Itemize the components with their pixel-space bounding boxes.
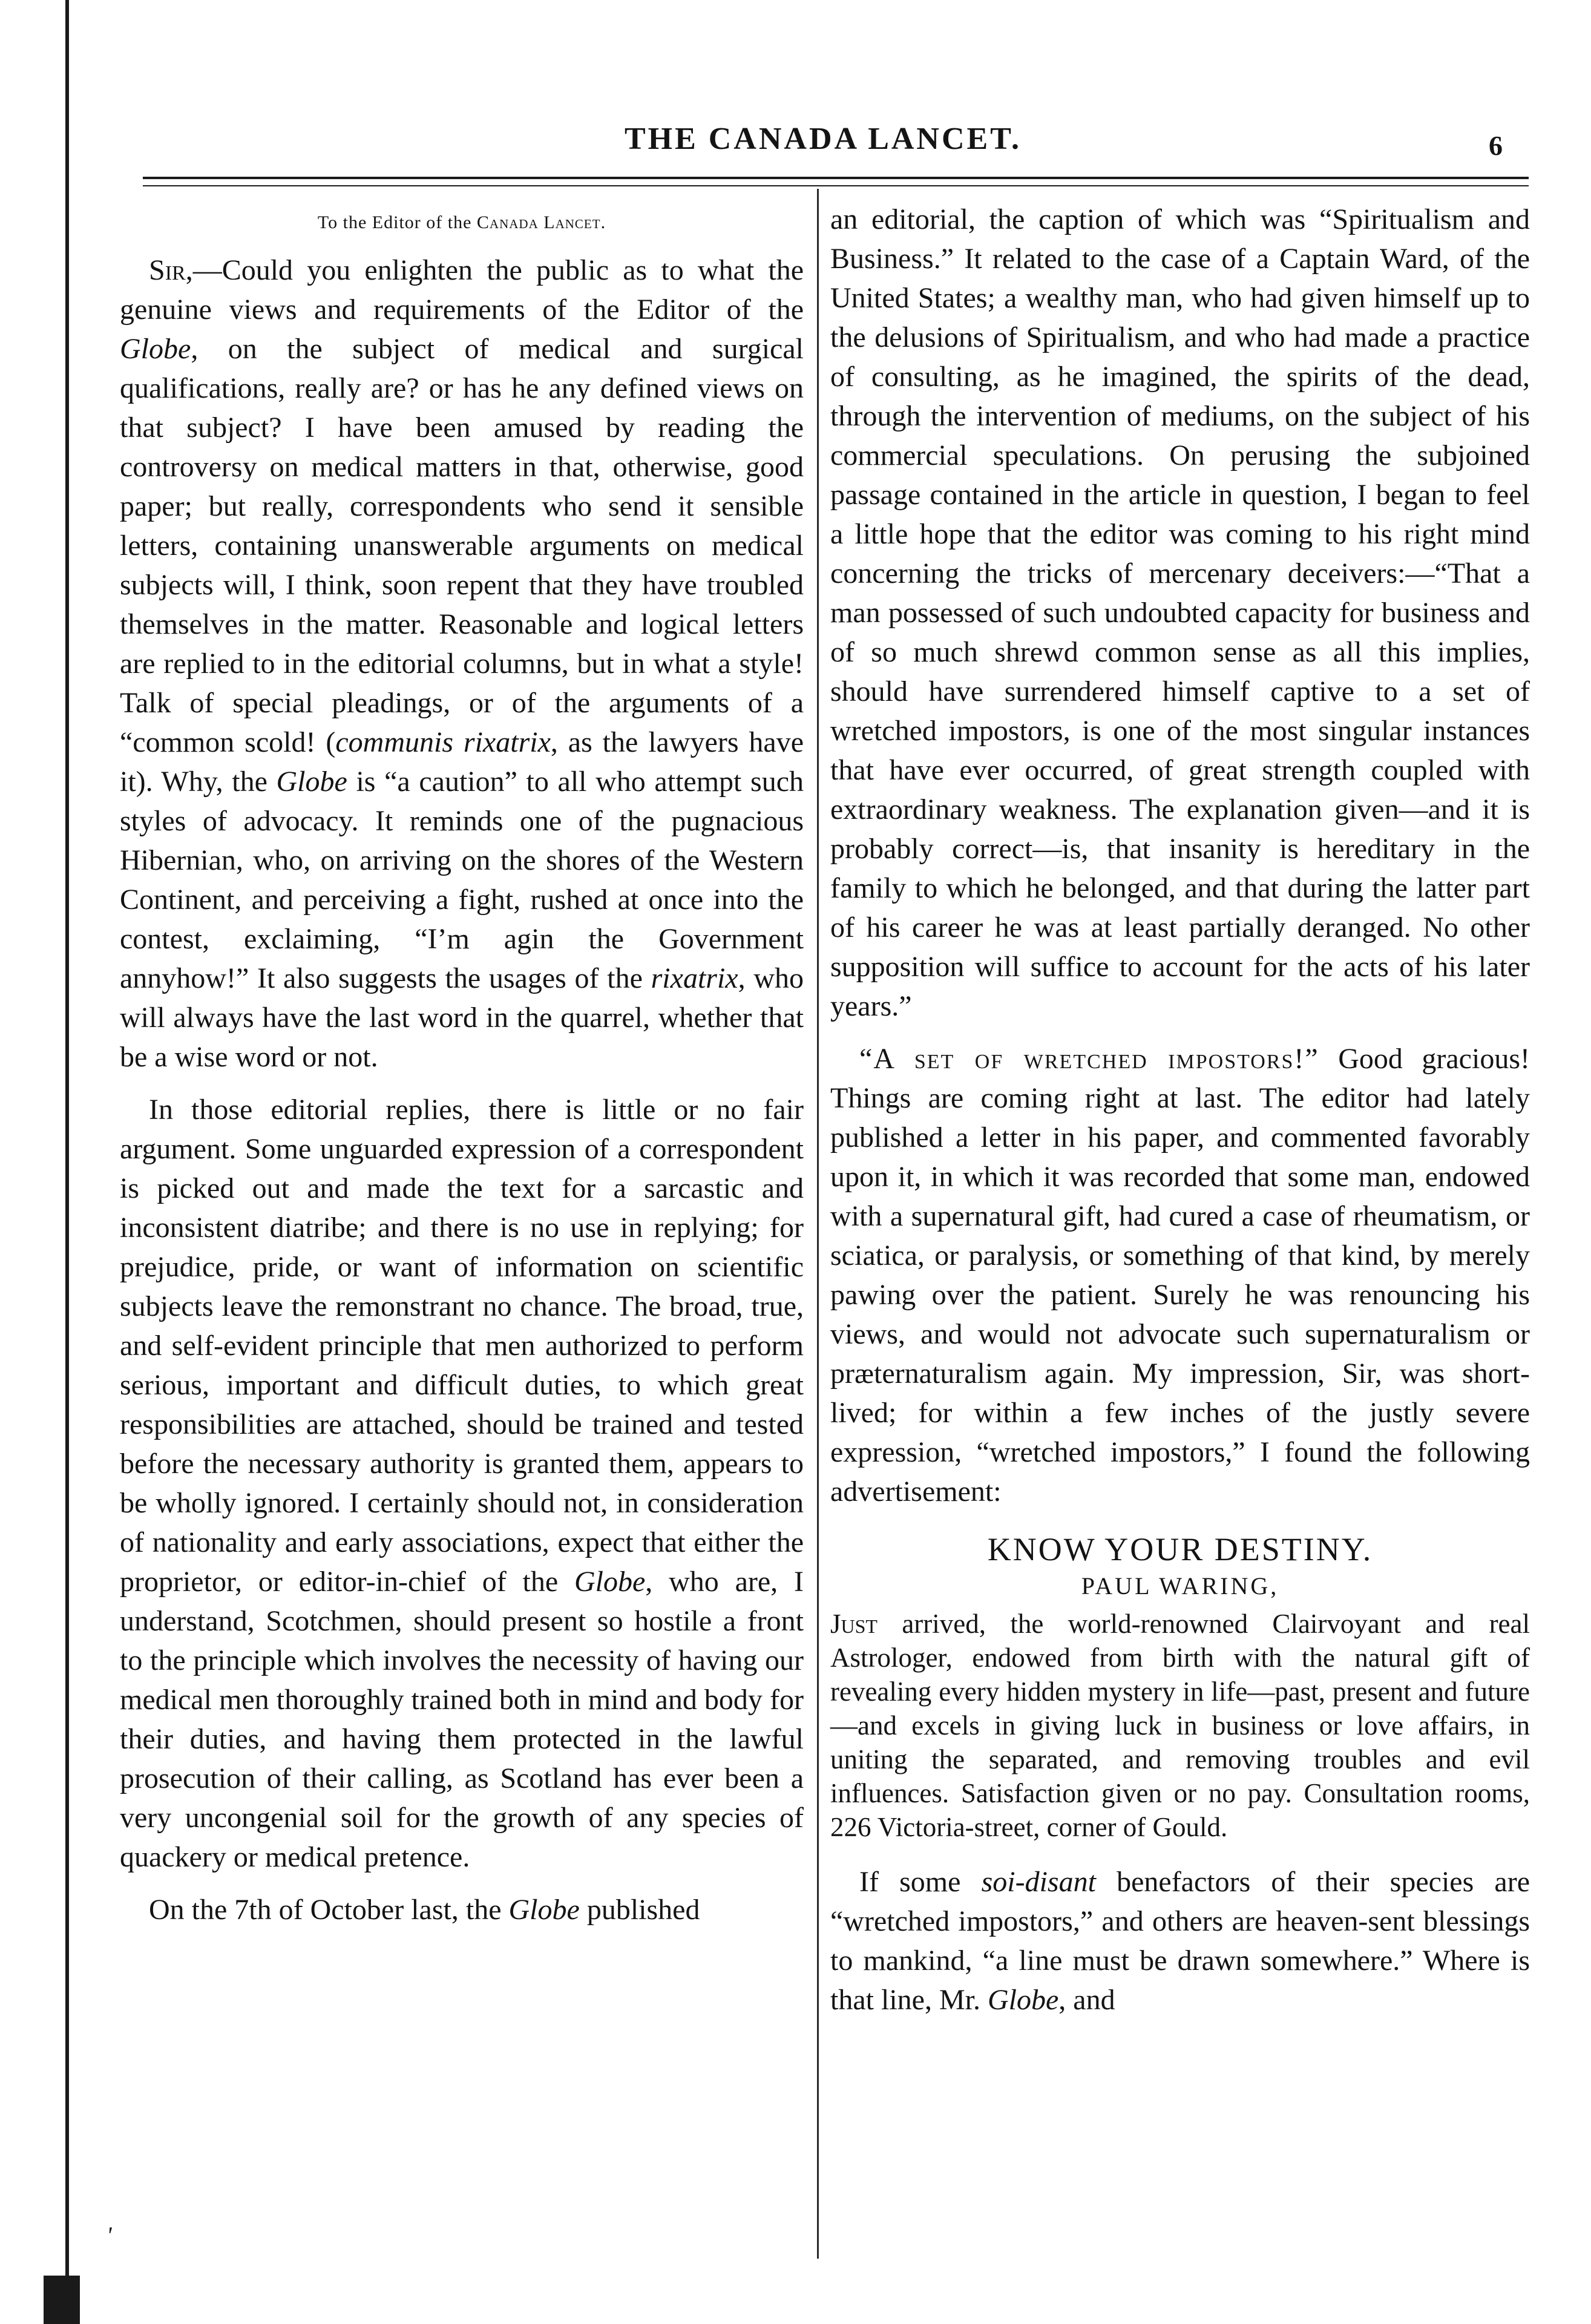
para3-text-c: , and [1058,1984,1115,2016]
para3-globe: Globe [508,1894,580,1926]
para1-text-a: —Could you enlighten the public as to what the genuine views and requirements of the Editor of the [120,254,804,326]
para2-text-a: In those editorial replies, there is little or no fair argument. Some unguarded expression of a correspondent is picked out and made the text for a sarcastic and inconsistent diatribe; and there is no use in replying; for prejudice, pride, or want of information on scientific subjects leave the remonstrant no chance. The broad, true, and self-evident principle that men authorized to perform serious, important and difficult duties, to which great responsibilities are attached, should be trained and tested before the necessary authority is granted them, appears to be wholly ignored. I certainly should not, in consideration of nationality and early associations, expect that either the proprietor, or editor-in-chief of the [120,1094,804,1598]
ad-name: PAUL WARING, [1081,1572,1279,1600]
quoted-phrase: “A set of wretched impostors!” [859,1043,1319,1075]
right-paragraph-2 [830,1039,1530,1511]
page-edge-foot-shadow [44,2276,80,2324]
para1-globe-1: Globe [120,333,191,365]
right-column [830,200,1530,2020]
para2-text-b: , who are, I understand, Scotchmen, should present so hostile a front to the principle which involves the necessity of having our medical men thoroughly trained both in mind and body for their duties, and having them protected in the lawful prosecution of their calling, as Scotland has ever been a very uncongenial soil for the growth of any species of quackery or medical pretence. [120,1566,804,1873]
para3-text-b: published [579,1894,700,1926]
column-divider [817,189,819,2259]
advertisement [830,1529,1530,1844]
right-paragraph-1: an editorial, the caption of which was “Spiritualism and Business.” It related to the case of a Captain Ward, of the United States; a wealthy man, who had given himself up to the delusions of Spiritualism, and who had made a practice of consulting, as he imagined, the spirits of the dead, through the intervention of mediums, on the subject of his commercial speculations. On perusing the subjoined passage contained in the article in question, I began to feel a little hope that the editor was coming to his right mind concerning the tricks of mercenary deceivers:—“That a man possessed of such undoubted capacity for business and of so much shrewd common sense as all this implies, should have surrendered himself captive to a set of wretched impostors, is one of the most singular instances that have ever occurred, of great strength coupled with extraordinary weakness. The explanation given—and it is probably correct—is, that insanity is hereditary in the family to which he belonged, and that during the latter part of his career he was at least partially deranged. No other supposition will suffice to account for the acts of his later years.” [830,203,1530,1022]
para1-text-e: , who will always have the last word in the quarrel, whether that be a wise word or not. [120,962,804,1073]
salutation: Sir, [149,254,193,286]
para1-rixatrix: rixatrix [651,962,738,994]
address-journal: Canada Lancet. [476,212,606,232]
address-prefix: To the Editor of the [317,212,477,232]
letter-address [120,211,804,235]
header-rule-thin [143,185,1529,186]
para3-text-b: benefactors of their species are “wretched impostors,” and others are heaven-sent blessings to mankind, “a line must be drawn somewhere.” Where is that line, Mr. [830,1866,1530,2016]
running-title: THE CANADA LANCET. [624,122,1022,156]
ad-body-text: arrived, the world-renowned Clairvoyant and real Astrologer, endowed from birth with the natural gift of revealing every hidden mystery in life—past, present and future—and excels in giving luck in business or love affairs, in uniting the separated, and removing troubles and evil influences. Satisfaction given or no pay. Consultation rooms, 226 Victoria-street, corner of Gould. [830,1609,1530,1842]
para1-text-b: , on the subject of medical and surgical qualifications, really are? or has he any defined views on that subject? I have been amused by reading the controversy on medical matters in that, otherwise, good paper; but really, correspondents who send it sensible letters, containing unanswerable arguments on medical subjects will, I think, soon repent that they have troubled themselves in the matter. Reasonable and logical letters are replied to in the editorial columns, but in what a style! Talk of special pleadings, or of the arguments of a “common scold! ( [120,333,804,758]
page-number: 6 [1489,130,1503,161]
para1-text-d: is “a caution” to all who attempt such styles of advocacy. It reminds one of the pugnacious Hibernian, who, on arriving on the shores of the Western Continent, and perceiving a fight, rushed at once into the contest, exclaiming, “I’m agin the Government annyhow!” It also suggests the usages of the [120,766,804,994]
para3-globe: Globe [987,1984,1059,2016]
letter-paragraph-3 [120,1890,804,1929]
ad-headline: KNOW YOUR DESTINY. [987,1531,1373,1567]
para2-body: Good gracious! Things are coming right at last. The editor had lately published a letter in his paper, and commented favorably upon it, in which it was recorded that some man, endowed with a supernatural gift, had cured a case of rheumatism, or sciatica, or paralysis, or something of that kind, by merely pawing over the patient. Surely he was renouncing his views, and would not advocate such supernaturalism or præternaturalism again. My impression, Sir, was short-lived; for within a few inches of the justly severe expression, “wretched impostors,” I found the following advertisement: [830,1043,1530,1508]
ad-body [830,1607,1530,1844]
para3-soi-disant: soi-disant [981,1866,1096,1898]
para1-text-c: , as the lawyers have it). Why, the [120,726,804,798]
stray-ink-mark: ' [107,2222,112,2249]
header-rule-thick [143,177,1529,179]
right-paragraph-3 [830,1862,1530,2020]
left-column [120,200,804,1929]
para3-text-a: If some [859,1866,982,1898]
letter-paragraph-1 [120,251,804,1077]
para1-latin: communis rixatrix [335,726,551,758]
para3-text-a: On the 7th of October last, the [149,1894,509,1926]
page-edge-shadow [65,0,69,2324]
ad-lead-word: Just [830,1609,878,1639]
para2-globe: Globe [574,1566,646,1598]
para1-globe-2: Globe [276,766,347,798]
letter-paragraph-2 [120,1090,804,1877]
